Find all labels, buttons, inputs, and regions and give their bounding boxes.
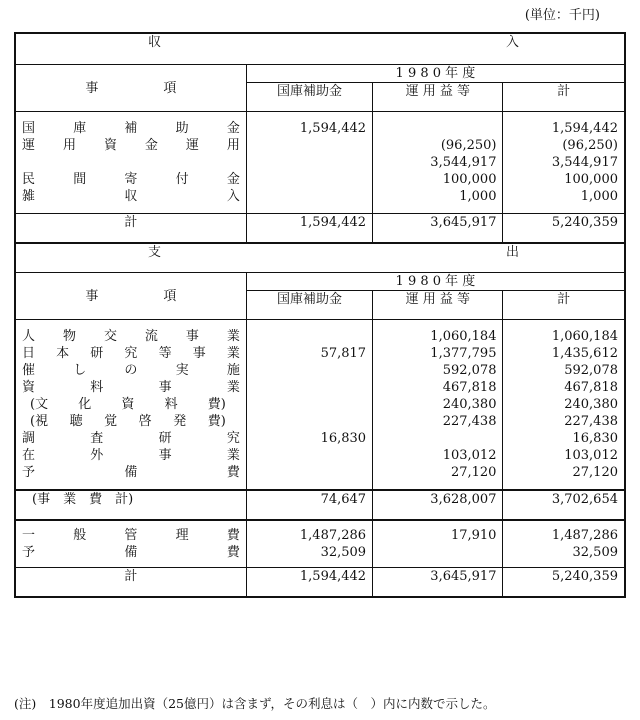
expense-total-label: 計: [15, 568, 246, 598]
income-item-char: 入: [226, 189, 240, 204]
income-col-subsidy: 国庫補助金: [246, 83, 372, 112]
income-total-section: [15, 214, 625, 244]
expense-item-char: の: [124, 363, 138, 378]
admin-item-char: 般: [73, 528, 87, 543]
income-total-label: 計: [15, 214, 246, 244]
income-year-header: 1 9 8 0 年 度: [246, 65, 625, 83]
income-subsidy-value: [246, 137, 372, 154]
expense-item-char: 交: [103, 329, 117, 344]
expense-subtotal-row: [15, 490, 625, 520]
expense-total-row: [15, 568, 625, 598]
expense-item-char: (文: [30, 397, 49, 412]
expense-item-char: 費): [207, 414, 226, 429]
budget-table: [14, 32, 626, 598]
income-item-header: 事 項: [15, 65, 246, 112]
expense-operating-value: 103,012: [373, 447, 503, 464]
expense-item-char: 資: [22, 380, 36, 395]
income-subsidy-value: [246, 188, 372, 214]
income-item-char: 助: [175, 121, 189, 136]
expense-item-char: 料: [164, 397, 178, 412]
expense-subsidy-value: [246, 396, 372, 413]
expense-operating-value: 227,438: [373, 413, 503, 430]
expense-item-char: 資: [121, 397, 135, 412]
expense-item: [15, 447, 246, 464]
income-row: [15, 112, 625, 138]
expense-item-char: 事: [192, 346, 206, 361]
expense-row: [15, 430, 625, 447]
income-total-total: 5,240,359: [503, 214, 625, 244]
expense-total-value: 227,438: [503, 413, 625, 430]
expense-operating-value: 592,078: [373, 362, 503, 379]
expense-item: [15, 345, 246, 362]
expense-operating-value: 467,818: [373, 379, 503, 396]
expense-subtotal-subsidy: 74,647: [246, 490, 372, 520]
admin-item: [15, 544, 246, 568]
expense-item-char: 人: [22, 329, 36, 344]
expense-item-char: 施: [226, 363, 240, 378]
admin-total-value: 32,509: [503, 544, 625, 568]
income-item-char: 用: [62, 138, 76, 153]
income-item-char: 補: [124, 121, 138, 136]
expense-item-char: し: [73, 363, 87, 378]
expense-row: [15, 396, 625, 413]
income-item-char: 庫: [73, 121, 87, 136]
admin-operating-value: [373, 544, 503, 568]
expense-item-char: 覚: [104, 414, 118, 429]
expense-item: [15, 430, 246, 447]
expense-item-char: 啓: [138, 414, 152, 429]
expense-subsidy-value: 16,830: [246, 430, 372, 447]
expense-row: [15, 362, 625, 379]
expense-admin-rows: [15, 520, 625, 568]
expense-item-char: 外: [90, 448, 104, 463]
income-item: [15, 154, 246, 171]
expense-item-char: 研: [158, 431, 172, 446]
expense-col-total: 計: [503, 291, 625, 320]
expense-total-value: 592,078: [503, 362, 625, 379]
expense-item-char: 備: [124, 465, 138, 480]
expense-subtotal-label: (事 業 費 計): [15, 490, 246, 520]
expense-total-total: 5,240,359: [503, 568, 625, 598]
expense-item-char: 業: [226, 448, 240, 463]
expense-item-char: 研: [90, 346, 104, 361]
income-total-value: 3,544,917: [503, 154, 625, 171]
income-item-char: 寄: [124, 172, 138, 187]
income-item-char: 用: [226, 138, 240, 153]
expense-subsidy-value: [246, 320, 372, 346]
expense-item: [15, 413, 246, 430]
expense-total-subsidy: 1,594,442: [246, 568, 372, 598]
expense-item-char: 在: [22, 448, 36, 463]
expense-item-char: 日: [22, 346, 36, 361]
income-section: [15, 33, 625, 112]
income-item-char: 雑: [22, 189, 36, 204]
admin-total-value: 1,487,286: [503, 520, 625, 544]
expense-item-char: 聴: [69, 414, 83, 429]
income-item: [15, 188, 246, 214]
expense-item-char: 催: [22, 363, 36, 378]
admin-item: [15, 520, 246, 544]
admin-item-char: 理: [175, 528, 189, 543]
expense-item: [15, 464, 246, 490]
expense-subtotal-operating: 3,628,007: [373, 490, 503, 520]
expense-item-char: 業: [226, 329, 240, 344]
admin-item-char: 一: [22, 528, 36, 543]
expense-row: [15, 464, 625, 490]
income-rows: [15, 112, 625, 214]
income-item-char: 資: [103, 138, 117, 153]
expense-item: [15, 320, 246, 346]
income-item-char: 金: [226, 121, 240, 136]
income-title: 収 入: [15, 33, 625, 65]
income-item-char: 運: [185, 138, 199, 153]
expense-item-char: 流: [144, 329, 158, 344]
income-operating-value: [373, 112, 503, 138]
expense-col-operating: 運 用 益 等: [373, 291, 503, 320]
expense-item-char: 事: [185, 329, 199, 344]
admin-item-char: 備: [124, 545, 138, 560]
expense-total-value: 240,380: [503, 396, 625, 413]
expense-subsidy-value: [246, 447, 372, 464]
expense-row: [15, 345, 625, 362]
income-total-operating: 3,645,917: [373, 214, 503, 244]
income-item-char: 収: [124, 189, 138, 204]
admin-item-char: 予: [22, 545, 36, 560]
income-item-char: 民: [22, 172, 36, 187]
income-row: [15, 137, 625, 154]
expense-operating-value: [373, 430, 503, 447]
expense-item-char: 予: [22, 465, 36, 480]
expense-year-header: 1 9 8 0 年 度: [246, 273, 625, 291]
expense-item-header: 事 項: [15, 273, 246, 320]
income-operating-value: 3,544,917: [373, 154, 503, 171]
expense-item-char: 究: [124, 346, 138, 361]
income-item-char: 付: [175, 172, 189, 187]
expense-operating-value: 1,060,184: [373, 320, 503, 346]
expense-row: [15, 447, 625, 464]
income-col-total: 計: [503, 83, 625, 112]
expense-item-char: 発: [173, 414, 187, 429]
income-subsidy-value: [246, 154, 372, 171]
income-operating-value: 100,000: [373, 171, 503, 188]
unit-label: (単位：千円): [524, 8, 600, 23]
expense-operating-value: 27,120: [373, 464, 503, 490]
income-item-char: 間: [73, 172, 87, 187]
expense-row: [15, 320, 625, 346]
expense-item-char: 究: [226, 431, 240, 446]
expense-total-value: 1,435,612: [503, 345, 625, 362]
expense-total-value: 103,012: [503, 447, 625, 464]
income-operating-value: 1,000: [373, 188, 503, 214]
expense-total-value: 467,818: [503, 379, 625, 396]
income-total-value: 1,000: [503, 188, 625, 214]
expense-subsidy-value: [246, 464, 372, 490]
admin-subsidy-value: 1,487,286: [246, 520, 372, 544]
admin-row: [15, 544, 625, 568]
admin-subsidy-value: 32,509: [246, 544, 372, 568]
income-total-row: [15, 214, 625, 244]
income-row: [15, 188, 625, 214]
expense-item-char: 事: [158, 380, 172, 395]
income-total-subsidy: 1,594,442: [246, 214, 372, 244]
income-row: [15, 171, 625, 188]
expense-title: 支 出: [15, 243, 625, 273]
expense-item-char: 事: [158, 448, 172, 463]
income-item: [15, 112, 246, 138]
expense-item-char: 化: [78, 397, 92, 412]
expense-subsidy-value: [246, 413, 372, 430]
income-total-value: 100,000: [503, 171, 625, 188]
expense-item: [15, 396, 246, 413]
expense-total-value: 1,060,184: [503, 320, 625, 346]
expense-subsidy-value: [246, 379, 372, 396]
expense-item-char: 料: [90, 380, 104, 395]
expense-item-char: 査: [90, 431, 104, 446]
expense-item-char: 費: [226, 465, 240, 480]
expense-total-operating: 3,645,917: [373, 568, 503, 598]
expense-item-char: 実: [175, 363, 189, 378]
income-row: [15, 154, 625, 171]
income-subsidy-value: [246, 171, 372, 188]
expense-item-char: 業: [226, 346, 240, 361]
admin-item-char: 費: [226, 528, 240, 543]
expense-rows: [15, 320, 625, 491]
expense-subtotal-section: [15, 490, 625, 520]
expense-item-char: 業: [226, 380, 240, 395]
expense-operating-value: 240,380: [373, 396, 503, 413]
expense-total-value: 27,120: [503, 464, 625, 490]
expense-item-char: 費): [207, 397, 226, 412]
expense-subsidy-value: 57,817: [246, 345, 372, 362]
admin-item-char: 管: [124, 528, 138, 543]
expense-item-char: 物: [62, 329, 76, 344]
income-total-value: (96,250): [503, 137, 625, 154]
expense-operating-value: 1,377,795: [373, 345, 503, 362]
income-item-char: 運: [22, 138, 36, 153]
expense-total-value: 16,830: [503, 430, 625, 447]
expense-item: [15, 362, 246, 379]
expense-col-subsidy: 国庫補助金: [246, 291, 372, 320]
admin-operating-value: 17,910: [373, 520, 503, 544]
income-item-char: 国: [22, 121, 36, 136]
expense-row: [15, 379, 625, 396]
admin-row: [15, 520, 625, 544]
expense-item-char: 調: [22, 431, 36, 446]
footnote: (注) 1980年度追加出資（25億円）は含まず，その利息は（ ）内に内数で示した。: [14, 696, 496, 711]
expense-item-char: 等: [158, 346, 172, 361]
income-item: [15, 137, 246, 154]
income-operating-value: (96,250): [373, 137, 503, 154]
income-total-value: 1,594,442: [503, 112, 625, 138]
expense-item: [15, 379, 246, 396]
expense-item-char: 本: [56, 346, 70, 361]
expense-subtotal-total: 3,702,654: [503, 490, 625, 520]
admin-item-char: 費: [226, 545, 240, 560]
income-item-char: 金: [144, 138, 158, 153]
expense-item-char: (視: [30, 414, 49, 429]
expense-total-section: [15, 568, 625, 598]
expense-subsidy-value: [246, 362, 372, 379]
income-col-operating: 運 用 益 等: [373, 83, 503, 112]
income-item-char: 金: [226, 172, 240, 187]
income-subsidy-value: 1,594,442: [246, 112, 372, 138]
expense-section: [15, 243, 625, 320]
expense-row: [15, 413, 625, 430]
income-item: [15, 171, 246, 188]
